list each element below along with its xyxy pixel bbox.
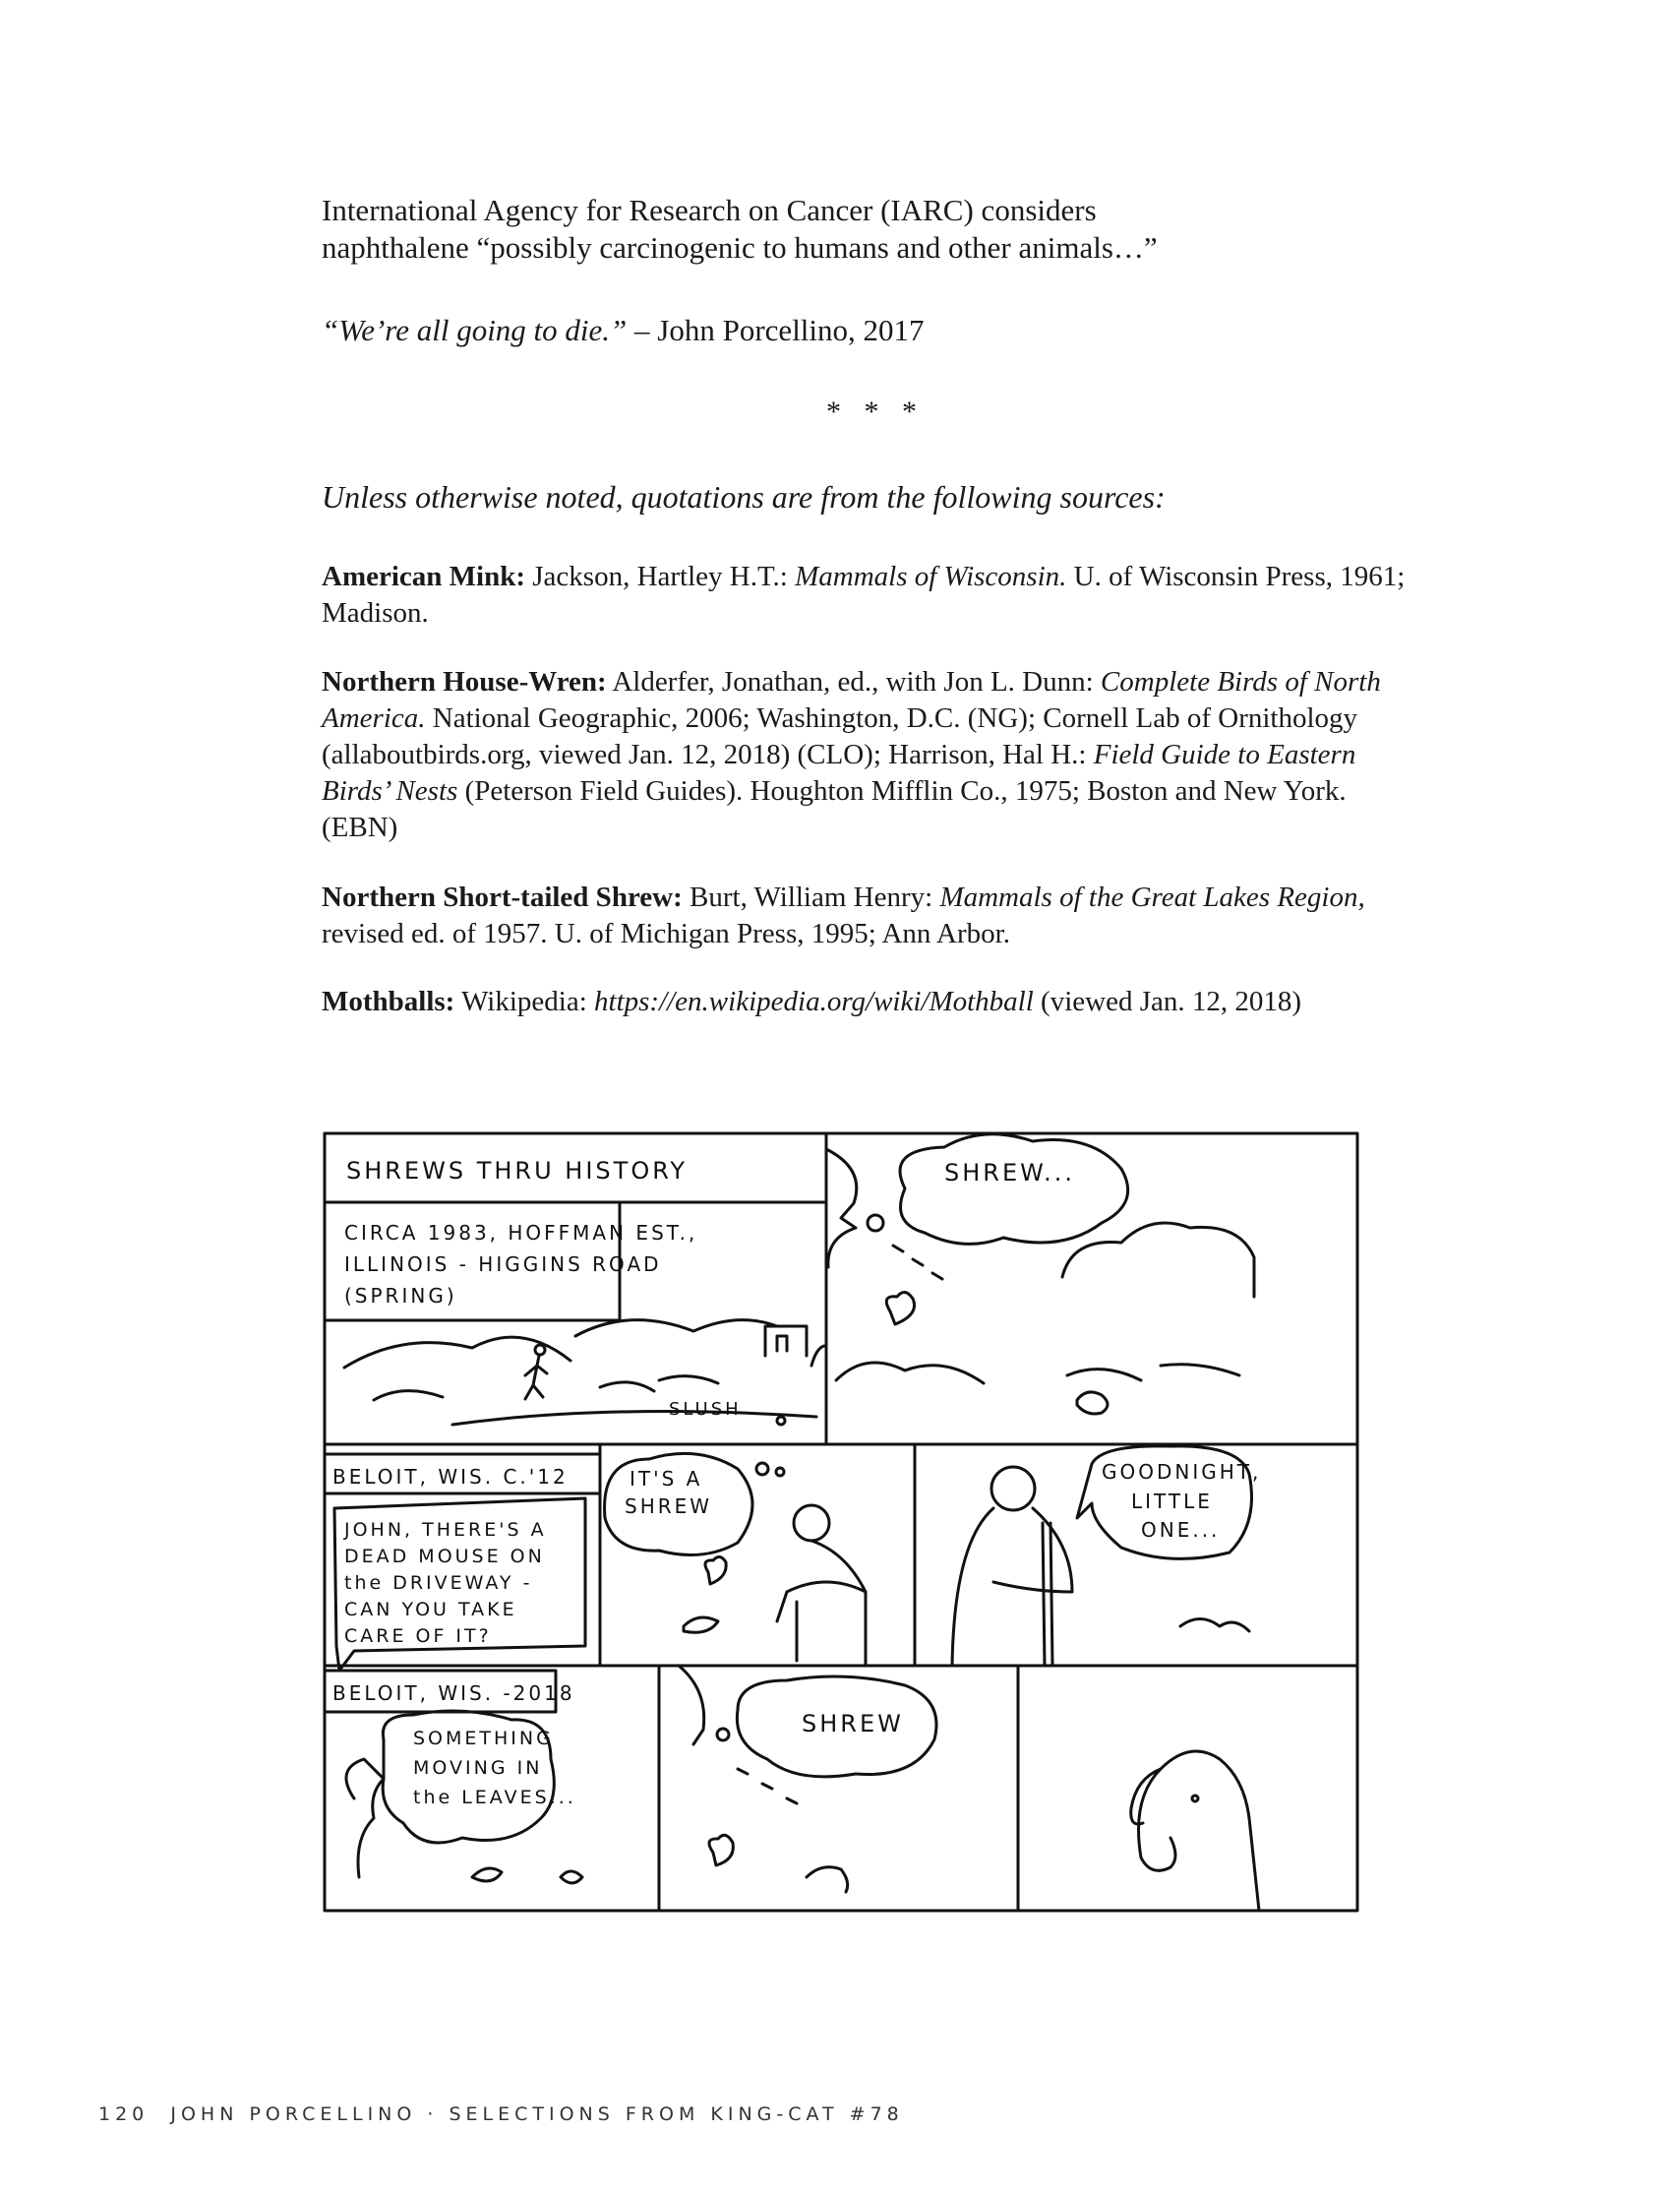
panel-2: [826, 1134, 1254, 1414]
snow-mound: [600, 1382, 654, 1391]
thought-dot: [868, 1215, 883, 1231]
panel-3: [325, 1454, 600, 1671]
source-entry-mink: [322, 559, 1423, 632]
source-author: Wikipedia:: [454, 986, 595, 1017]
heart-icon: [709, 1835, 733, 1865]
person-head: [794, 1505, 829, 1541]
source-title: Mammals of the Great Lakes Region,: [939, 882, 1365, 913]
grass-tuft: [1180, 1619, 1249, 1632]
shrew-icon: [807, 1867, 848, 1892]
leaf-icon: [561, 1871, 582, 1883]
panel1-caption-line2: ILLINOIS - HIGGINS ROAD: [344, 1252, 662, 1276]
comic-strip: [315, 1129, 1367, 1926]
snow-mound: [374, 1391, 443, 1400]
source-title-2: Field Guide to Eastern Birds’ Nests: [322, 739, 1356, 807]
panel3-caption: BELOIT, WIS. C.'12: [332, 1465, 569, 1489]
quote-attribution: – John Porcellino, 2017: [627, 313, 925, 347]
source-title: Complete Birds of North America.: [322, 666, 1381, 734]
panel2-thought-text: SHREW...: [944, 1159, 1075, 1187]
panel4-speech-line1: IT'S A: [630, 1467, 703, 1491]
leaf-icon: [472, 1868, 502, 1881]
cloud-left: [836, 1363, 984, 1383]
panel1-caption-line3: (SPRING): [344, 1284, 457, 1308]
comic-title: SHREWS THRU HISTORY: [346, 1157, 689, 1185]
page-footer: [98, 2103, 904, 2125]
quote-text: “We’re all going to die.”: [322, 313, 628, 347]
source-entry-wren: [322, 664, 1423, 846]
person-head: [991, 1467, 1035, 1510]
hill-line: [575, 1320, 777, 1336]
house: [765, 1326, 807, 1356]
dog-head-icon: [1131, 1751, 1259, 1911]
panel5-speech-line3: ONE...: [1141, 1518, 1221, 1542]
walking-figure-head: [535, 1345, 545, 1355]
thought-dot: [776, 1468, 784, 1476]
panel5-speech-line2: LITTLE: [1131, 1490, 1213, 1513]
pebble: [777, 1417, 785, 1425]
source-entry-shrew: [322, 880, 1423, 952]
snow-mound: [452, 1412, 816, 1425]
source-name: Mothballs:: [322, 986, 455, 1017]
head-silhouette: [826, 1149, 857, 1267]
thought-dot: [717, 1729, 729, 1740]
snow-mound: [659, 1376, 718, 1383]
panel6-thought-line1: SOMETHING: [413, 1728, 554, 1749]
panel-4: [605, 1453, 866, 1666]
source-link: https://en.wikipedia.org/wiki/Mothball: [594, 986, 1034, 1017]
panel3-speech-line2: DEAD MOUSE ON: [344, 1546, 545, 1567]
head-silhouette: [679, 1666, 704, 1744]
panel6-thought-line2: MOVING IN: [413, 1757, 543, 1779]
quote: [322, 313, 925, 348]
source-publisher-2: (Peterson Field Guides). Houghton Mifflin Co., 1975; Boston and New York. (EBN): [322, 775, 1347, 843]
source-name: Northern Short-tailed Shrew:: [322, 882, 683, 913]
sources-heading: Unless otherwise noted, quotations are from the following sources:: [322, 479, 1166, 515]
panel6-caption: BELOIT, WIS. -2018: [332, 1681, 575, 1705]
source-publisher: revised ed. of 1957. U. of Michigan Press, 1995; Ann Arbor.: [322, 918, 1010, 949]
source-entry-mothballs: [322, 984, 1423, 1020]
source-title: Mammals of Wisconsin.: [795, 561, 1067, 592]
panel-8: [1131, 1751, 1259, 1911]
panel-5: [952, 1446, 1261, 1666]
section-separator: * * *: [826, 396, 925, 428]
panel3-speech-line3: the DRIVEWAY -: [344, 1572, 533, 1594]
panel3-speech-line4: CAN YOU TAKE: [344, 1599, 517, 1620]
source-author: Alderfer, Jonathan, ed., with Jon L. Dunn:: [606, 666, 1101, 698]
shovel-handle: [1043, 1523, 1052, 1666]
heart-icon: [705, 1556, 726, 1584]
panel3-speech-line1: JOHN, THERE'S A: [344, 1519, 547, 1541]
source-viewed: (viewed Jan. 12, 2018): [1033, 986, 1302, 1017]
source-author: Burt, William Henry:: [682, 882, 940, 913]
person-body: [777, 1541, 866, 1666]
source-publisher: National Geographic, 2006; Washington, D.C. (NG); Cornell Lab of Ornithology (allaboutbirds.org, viewed Jan. 12, 2018) (CLO); Harrison, Hal H.:: [322, 702, 1358, 770]
heart-icon: [886, 1292, 914, 1324]
dash-line: [738, 1769, 797, 1803]
person-body: [952, 1508, 1072, 1666]
dog-eye: [1192, 1796, 1198, 1801]
panel3-speech-line5: CARE OF IT?: [344, 1625, 492, 1647]
dead-shrew-icon: [684, 1617, 718, 1632]
thought-dot: [756, 1463, 768, 1475]
source-publisher: U. of Wisconsin Press, 1961; Madison.: [322, 561, 1406, 629]
dash-line: [893, 1246, 942, 1279]
panel-7: [679, 1666, 936, 1892]
intro-line-1: International Agency for Research on Cancer (IARC) considers: [322, 193, 1097, 227]
panel1-caption-line1: CIRCA 1983, HOFFMAN EST.,: [344, 1221, 698, 1245]
panel5-speech-line1: GOODNIGHT,: [1102, 1460, 1262, 1484]
running-title: JOHN PORCELLINO · SELECTIONS FROM KING-CAT #78: [170, 2103, 904, 2125]
slush-label: SLUSH: [669, 1399, 742, 1420]
thought-cloud: [900, 1134, 1128, 1245]
panel-6: [325, 1671, 582, 1883]
shrew-icon: [1077, 1392, 1108, 1414]
intro-paragraph: [322, 192, 1423, 267]
source-name: American Mink:: [322, 561, 525, 592]
rock-tracks: [1067, 1365, 1239, 1380]
source-author: Jackson, Hartley H.T.:: [525, 561, 796, 592]
panel7-thought-text: SHREW: [802, 1710, 904, 1737]
panel4-speech-line2: SHREW: [625, 1494, 713, 1518]
panel6-thought-line3: the LEAVES...: [413, 1787, 576, 1808]
panel-1: [325, 1133, 826, 1425]
cloud-right: [1062, 1223, 1254, 1297]
source-name: Northern House-Wren:: [322, 666, 607, 698]
shed: [811, 1346, 824, 1366]
intro-line-2: naphthalene “possibly carcinogenic to humans and other animals…”: [322, 230, 1158, 265]
walking-figure: [525, 1356, 547, 1399]
head-silhouette: [346, 1759, 384, 1877]
page-number: 120: [98, 2103, 150, 2125]
